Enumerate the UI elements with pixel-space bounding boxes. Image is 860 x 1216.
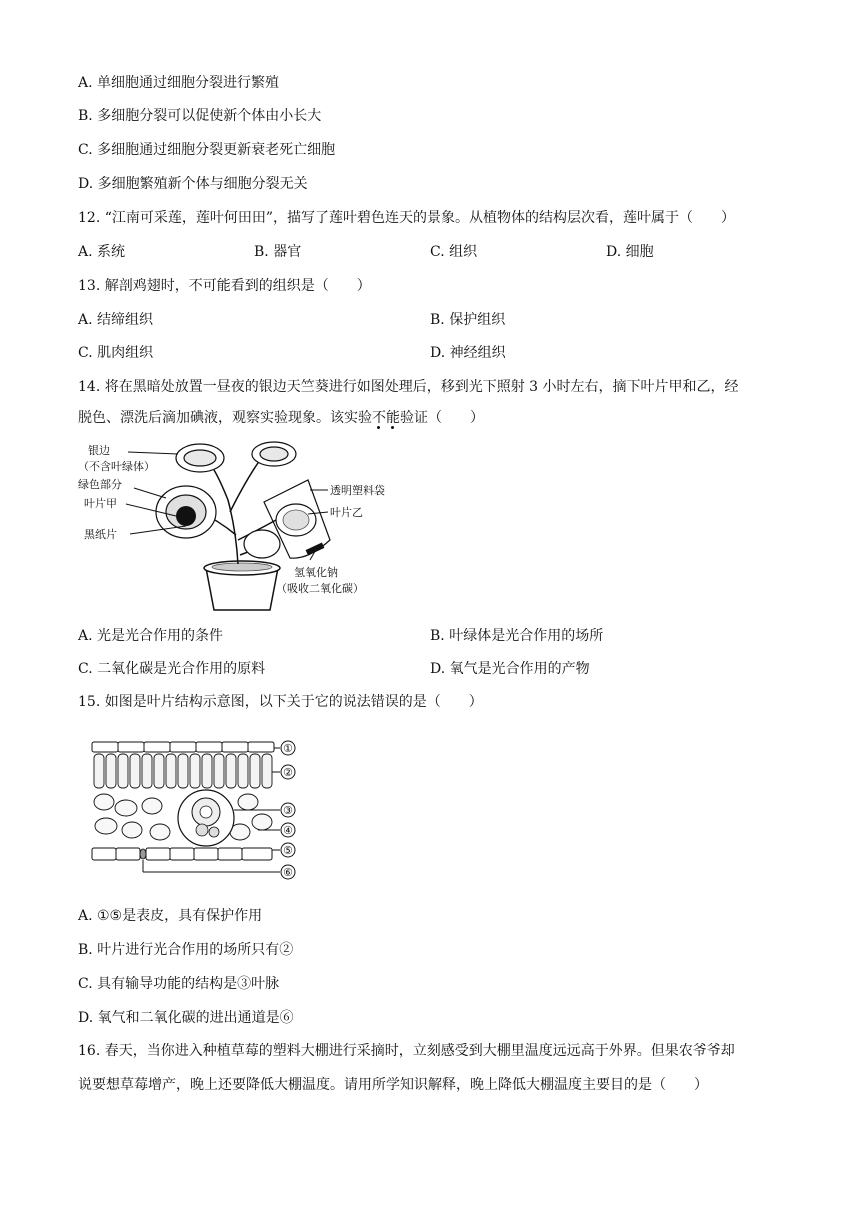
q14-option-d: D. 氧气是光合作用的产物 [430,661,590,677]
geranium-experiment-figure [78,440,408,618]
q13-option-c: C. 肌肉组织 [78,345,154,361]
q11-option-b: B. 多细胞分裂可以促使新个体由小长大 [78,108,322,124]
q14-stem-post: 验证（ ） [400,410,484,426]
label-leaf-b: 叶片乙 [330,506,363,519]
q13-option-b: B. 保护组织 [430,312,506,328]
q15-stem: 15. 如图是叶片结构示意图，以下关于它的说法错误的是（ ） [78,694,483,710]
q15-option-a: A. ①⑤是表皮，具有保护作用 [78,908,263,924]
q12-stem: 12. “江南可采莲，莲叶何田田”，描写了莲叶碧色连天的景象。从植物体的结构层次看，莲叶属于（ ） [78,210,736,226]
q11-option-a: A. 单细胞通过细胞分裂进行繁殖 [78,75,280,91]
label-6: ⑥ [283,866,293,879]
q12-option-b: B. 器官 [254,244,302,260]
q11-option-c: C. 多细胞通过细胞分裂更新衰老死亡细胞 [78,142,336,158]
q14-stem-emphasis: 不能 [372,410,400,426]
label-absorb-co2: （吸收二氧化碳） [276,582,364,595]
q16-stem-line1: 16. 春天，当你进入种植草莓的塑料大棚进行采摘时，立刻感受到大棚里温度远远高于外界。但果农爷爷却 [78,1043,735,1059]
q14-option-b: B. 叶绿体是光合作用的场所 [430,628,604,644]
label-naoh: 氢氧化钠 [294,566,338,579]
label-plastic-bag: 透明塑料袋 [330,484,385,497]
label-no-chlorophyll: （不含叶绿体） [78,460,155,473]
label-1: ① [283,742,293,755]
q14-option-a: A. 光是光合作用的条件 [78,628,224,644]
label-yinbian: 银边 [88,444,110,457]
q11-option-d: D. 多细胞繁殖新个体与细胞分裂无关 [78,176,308,192]
q13-option-d: D. 神经组织 [430,345,506,361]
q12-option-c: C. 组织 [430,244,478,260]
leaf-structure-figure [90,736,310,886]
q12-option-d: D. 细胞 [606,244,654,260]
q16-stem-line2: 说要想草莓增产，晚上还要降低大棚温度。请用所学知识解释，晚上降低大棚温度主要目的是（ ） [78,1077,708,1093]
label-4: ④ [283,824,293,837]
label-black-paper: 黑纸片 [84,528,117,541]
q14-stem-line1: 14. 将在黑暗处放置一昼夜的银边天竺葵进行如图处理后，移到光下照射 3 小时左右，摘下叶片甲和乙，经 [78,379,739,395]
label-5: ⑤ [283,844,293,857]
q13-option-a: A. 结缔组织 [78,312,154,328]
q14-stem-pre: 脱色、漂洗后滴加碘液，观察实验现象。该实验 [78,410,372,426]
label-green-part: 绿色部分 [78,478,122,491]
label-2: ② [283,766,293,779]
label-3: ③ [283,804,293,817]
q15-option-d: D. 氧气和二氧化碳的进出通道是⑥ [78,1010,294,1026]
q14-stem-line2 [78,408,484,428]
q13-stem: 13. 解剖鸡翅时，不可能看到的组织是（ ） [78,278,371,294]
q15-option-c: C. 具有输导功能的结构是③叶脉 [78,976,280,992]
q14-option-c: C. 二氧化碳是光合作用的原料 [78,661,266,677]
label-leaf-a: 叶片甲 [84,497,117,510]
q15-option-b: B. 叶片进行光合作用的场所只有② [78,942,294,958]
q12-option-a: A. 系统 [78,244,126,260]
